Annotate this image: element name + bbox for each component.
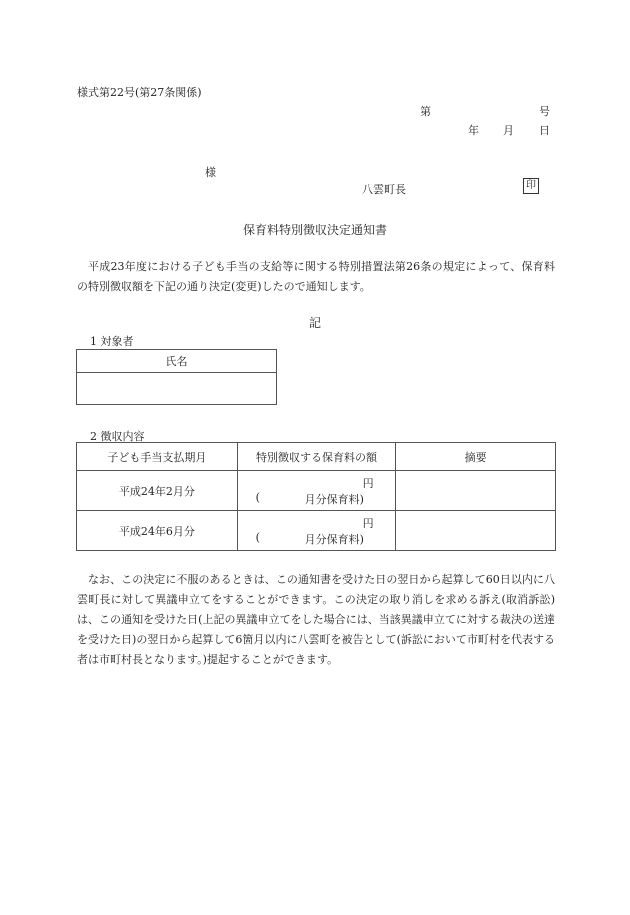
date-day-label: 日: [539, 124, 550, 137]
column-header-remarks: 摘要: [396, 443, 556, 471]
collection-table: [76, 442, 556, 551]
form-id: 様式第22号(第27条関係): [77, 86, 202, 99]
paren-open: (: [255, 491, 260, 504]
remarks-cell: [396, 511, 556, 551]
section-1-heading: 1 対象者: [90, 335, 134, 348]
table-row: [77, 471, 556, 511]
amount-cell: [237, 471, 396, 511]
document-title: 保育料特別徴収決定通知書: [242, 223, 387, 237]
period-cell: 平成24年6月分: [77, 511, 238, 551]
name-header: 氏名: [77, 350, 277, 373]
ki-heading: 記: [308, 316, 321, 330]
period-cell: 平成24年2月分: [77, 471, 238, 511]
column-header-amount: 特別徴収する保育料の額: [237, 443, 396, 471]
document-number-prefix: 第: [420, 105, 431, 118]
paren-open: (: [255, 531, 260, 544]
yen-unit: 円: [362, 517, 374, 530]
table-row: [77, 511, 556, 551]
document-number-suffix: 号: [539, 105, 550, 118]
amount-cell: [237, 511, 396, 551]
date-month-label: 月: [503, 124, 514, 137]
issuer: 八雲町長: [362, 183, 406, 196]
remarks-cell: [396, 471, 556, 511]
addressee-honorific: 様: [205, 166, 216, 179]
subject-table: [76, 349, 277, 405]
month-note: 月分保育料): [304, 533, 364, 546]
column-header-period: 子ども手当支払期月: [77, 443, 238, 471]
yen-unit: 円: [362, 477, 374, 490]
section-2-heading: 2 徴収内容: [90, 430, 145, 443]
date-year-label: 年: [468, 124, 479, 137]
seal-mark: 印: [523, 178, 539, 194]
intro-paragraph: 平成23年度における子ども手当の支給等に関する特別措置法第26条の規定によって、保育料の特別徴収額を下記の通り決定(変更)したので通知します。: [77, 260, 555, 293]
name-cell: [77, 373, 277, 405]
month-note: 月分保育料): [304, 493, 364, 506]
closing-paragraph: なお、この決定に不服のあるときは、この通知書を受けた日の翌日から起算して60日以内に八雲町長に対して異議申立てをすることができます。この決定の取り消しを求める訴え(取消訴訟)は、この通知を受けた日(上記の異議申立てをした場合には、当該異議申立てに対する裁決の送達を受けた日)の翌日から起算して6箇月以内に八雲町を被告として(訴訟において市町村を代表する者は市町村長となります。)提起することができます。: [77, 573, 555, 666]
